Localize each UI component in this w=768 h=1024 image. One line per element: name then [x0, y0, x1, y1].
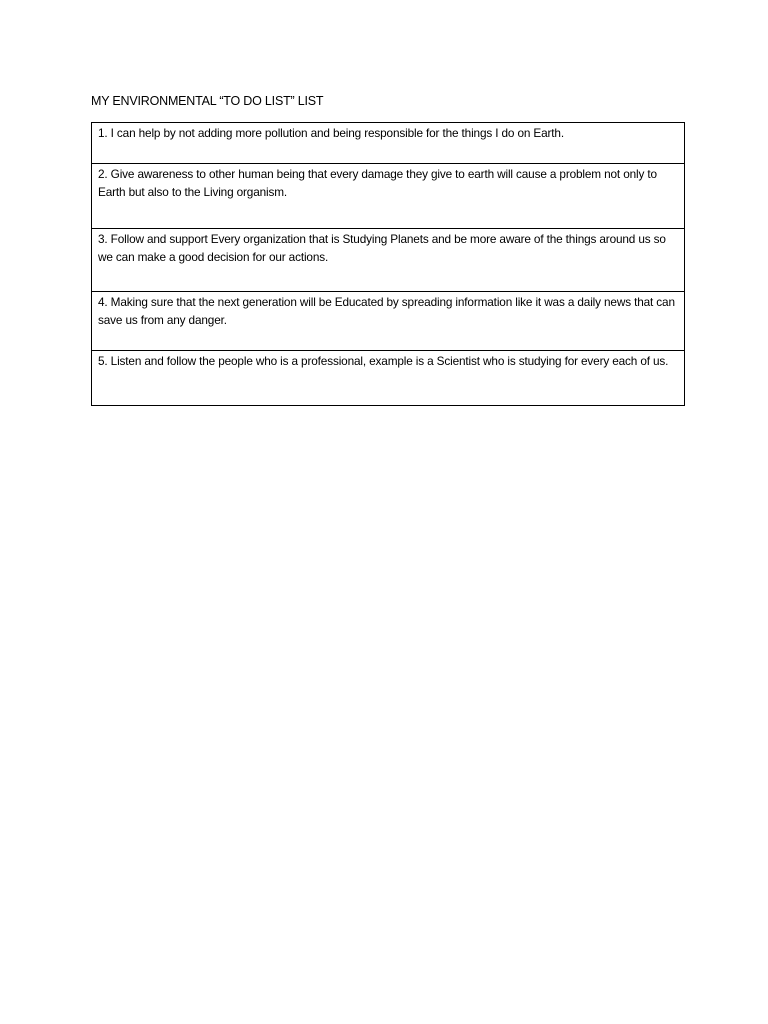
todo-table	[91, 122, 685, 406]
table-row: 3. Follow and support Every organization that is Studying Planets and be more aware of the things around us so we can make a good decision for our actions.	[92, 228, 684, 291]
table-row: 2. Give awareness to other human being that every damage they give to earth will cause a problem not only to Earth but also to the Living organism.	[92, 163, 684, 228]
table-row: 4. Making sure that the next generation will be Educated by spreading information like it was a daily news that can save us from any danger.	[92, 291, 684, 350]
table-row: 1. I can help by not adding more pollution and being responsible for the things I do on Earth.	[98, 126, 564, 140]
page-title: MY ENVIRONMENTAL “TO DO LIST” LIST	[91, 94, 324, 108]
table-row: 5. Listen and follow the people who is a professional, example is a Scientist who is studying for every each of us.	[92, 350, 684, 405]
